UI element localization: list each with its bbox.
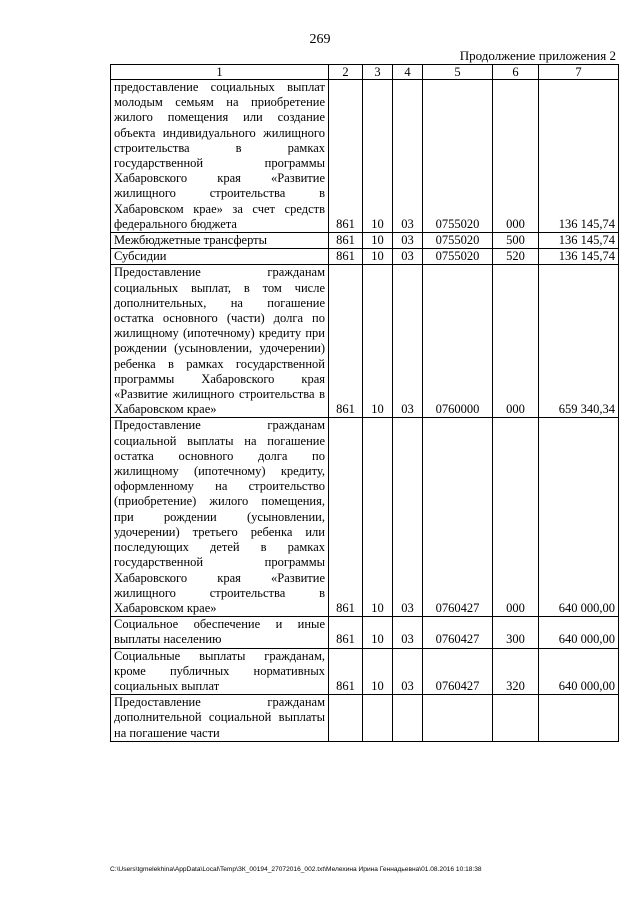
cell-subsection: 03 (393, 80, 423, 233)
cell-target-article: 0760427 (423, 418, 493, 617)
row-name: предоставление социальных выплат молодым семьям на приобретение жилого помещения или создание объекта индивидуального жилищного строительства в рамках государственной программы Хабаровского края «Развитие жилищного строительства в Хабаровском крае» за счет средств федерального бюджета (111, 80, 329, 233)
cell-expense-type: 300 (493, 617, 539, 648)
cell-amount: 640 000,00 (539, 418, 619, 617)
cell-amount: 640 000,00 (539, 617, 619, 648)
cell-subsection (393, 695, 423, 742)
cell-expense-type: 000 (493, 80, 539, 233)
cell-amount: 136 145,74 (539, 80, 619, 233)
cell-section: 10 (363, 249, 393, 265)
row-name: Межбюджетные трансферты (111, 233, 329, 249)
column-header: 4 (393, 65, 423, 80)
column-header: 7 (539, 65, 619, 80)
cell-section: 10 (363, 233, 393, 249)
table-row (111, 418, 619, 617)
cell-section: 10 (363, 80, 393, 233)
cell-target-article: 0760000 (423, 265, 493, 418)
cell-ministry-code: 861 (329, 249, 363, 265)
cell-expense-type: 520 (493, 249, 539, 265)
column-header: 3 (363, 65, 393, 80)
cell-target-article: 0760427 (423, 648, 493, 695)
cell-target-article: 0755020 (423, 249, 493, 265)
budget-table (110, 64, 619, 742)
cell-amount: 136 145,74 (539, 233, 619, 249)
column-header: 5 (423, 65, 493, 80)
cell-amount: 136 145,74 (539, 249, 619, 265)
row-name: Предоставление гражданам дополнительной социальной выплаты на погашение части (111, 695, 329, 742)
cell-amount (539, 695, 619, 742)
cell-target-article: 0760427 (423, 617, 493, 648)
column-header: 2 (329, 65, 363, 80)
cell-subsection: 03 (393, 617, 423, 648)
row-name: Предоставление гражданам социальной выплаты на погашение остатка основного долга по жилищному (ипотечному) кредиту, оформленному на строительство (приобретение) жилого помещения, при рождении (усыновлении, удочерении) третьего ребенка или последующих детей в рамках государственной программы Хабаровского края «Развитие жилищного строительства в Хабаровском крае» (111, 418, 329, 617)
table-row (111, 233, 619, 249)
cell-section: 10 (363, 648, 393, 695)
row-name: Социальное обеспечение и иные выплаты населению (111, 617, 329, 648)
table-row (111, 617, 619, 648)
cell-ministry-code: 861 (329, 233, 363, 249)
cell-subsection: 03 (393, 233, 423, 249)
cell-section (363, 695, 393, 742)
cell-expense-type: 000 (493, 418, 539, 617)
column-header: 1 (111, 65, 329, 80)
table-row (111, 695, 619, 742)
cell-expense-type: 320 (493, 648, 539, 695)
cell-section: 10 (363, 265, 393, 418)
cell-ministry-code: 861 (329, 648, 363, 695)
cell-subsection: 03 (393, 648, 423, 695)
cell-expense-type (493, 695, 539, 742)
cell-target-article: 0755020 (423, 80, 493, 233)
table-header-row (111, 65, 619, 80)
cell-target-article (423, 695, 493, 742)
row-name: Субсидии (111, 249, 329, 265)
cell-subsection: 03 (393, 265, 423, 418)
row-name: Социальные выплаты гражданам, кроме публичных нормативных социальных выплат (111, 648, 329, 695)
table-row (111, 265, 619, 418)
cell-target-article: 0755020 (423, 233, 493, 249)
page-number: 269 (309, 32, 331, 47)
column-header: 6 (493, 65, 539, 80)
table-row (111, 648, 619, 695)
table-row (111, 80, 619, 233)
table-row (111, 249, 619, 265)
appendix-continuation-label: Продолжение приложения 2 (459, 48, 616, 63)
cell-amount: 659 340,34 (539, 265, 619, 418)
cell-ministry-code: 861 (329, 418, 363, 617)
cell-subsection: 03 (393, 249, 423, 265)
cell-expense-type: 500 (493, 233, 539, 249)
cell-amount: 640 000,00 (539, 648, 619, 695)
cell-section: 10 (363, 418, 393, 617)
cell-expense-type: 000 (493, 265, 539, 418)
file-path-footer: C:\Users\tgmelekhina\AppData\Local\Temp\ЗК_00194_27072016_002.txt\Мелехина Ирина Геннадьевна\01.08.2016 10:18:38 (110, 866, 482, 873)
cell-section: 10 (363, 617, 393, 648)
row-name: Предоставление гражданам социальных выплат, в том числе дополнительных, на погашение остатка основного (части) долга по жилищному (ипотечному) кредиту при рождении (усыновлении, удочерении) ребенка в рамках государственной программы Хабаровского края «Развитие жилищного строительства в Хабаровском крае» (111, 265, 329, 418)
cell-ministry-code (329, 695, 363, 742)
cell-ministry-code: 861 (329, 617, 363, 648)
cell-ministry-code: 861 (329, 265, 363, 418)
cell-subsection: 03 (393, 418, 423, 617)
cell-ministry-code: 861 (329, 80, 363, 233)
